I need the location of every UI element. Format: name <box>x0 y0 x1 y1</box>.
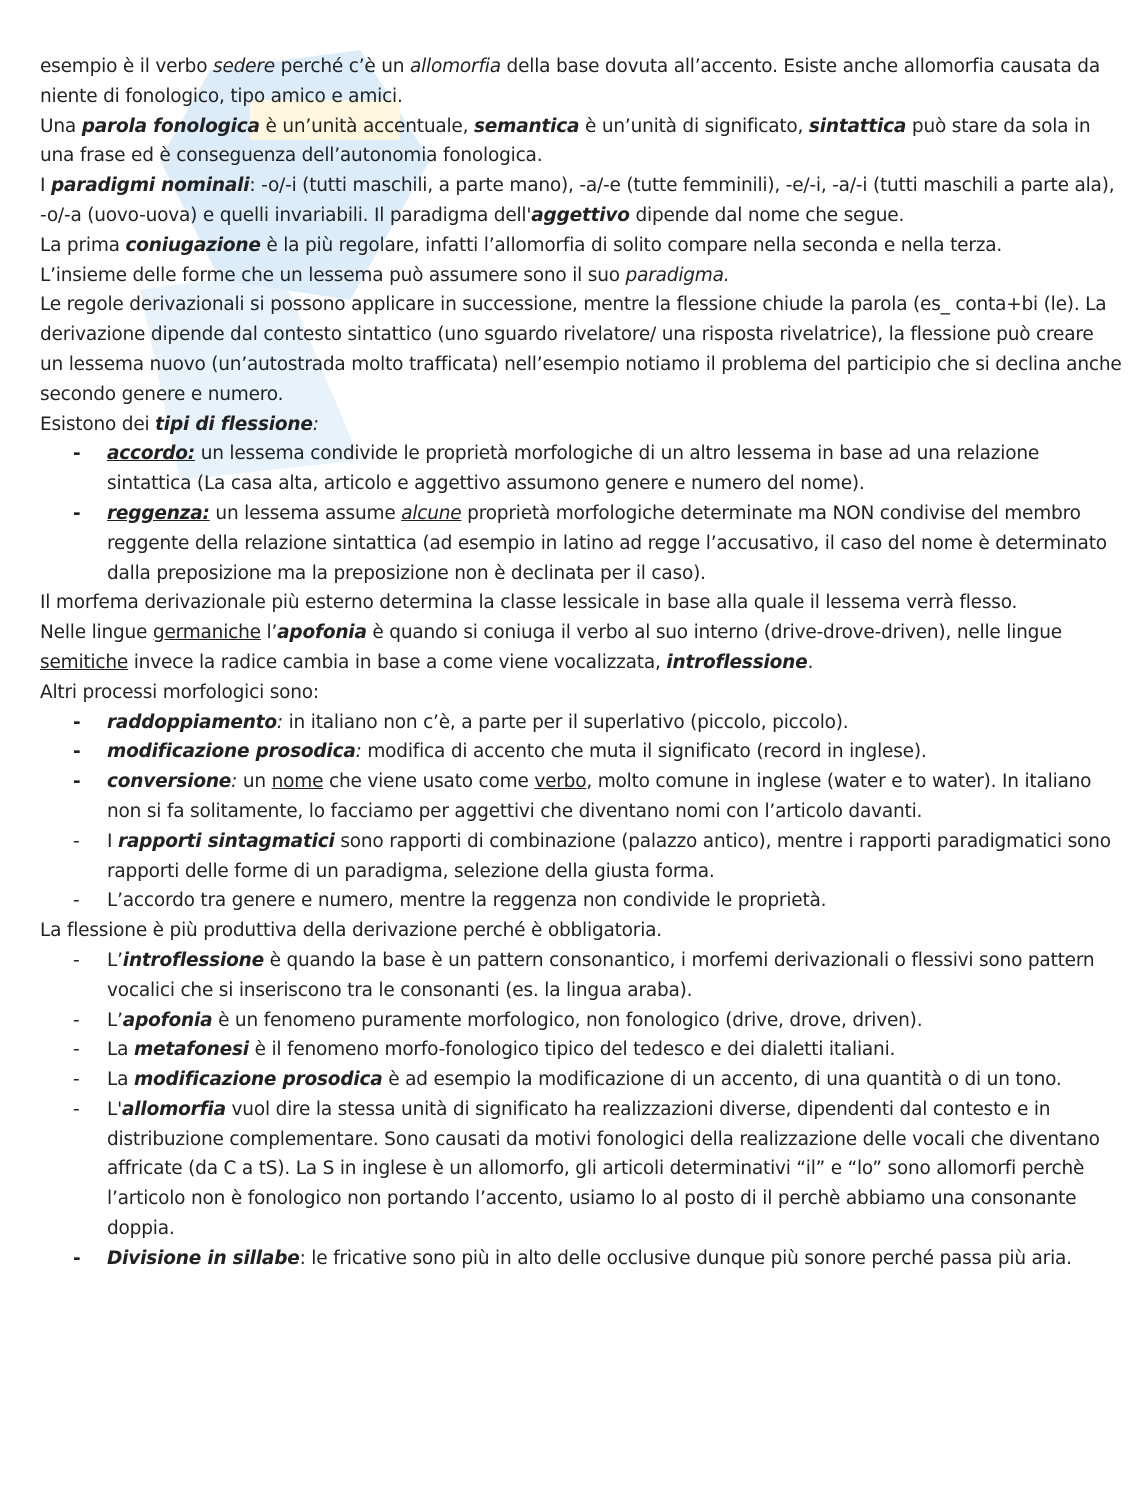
paragraph <box>40 171 1122 231</box>
bullet-dash: - <box>73 949 80 971</box>
paragraph <box>40 916 1122 946</box>
bullet-dash: - <box>73 741 81 763</box>
bullet-dash: - <box>73 443 81 465</box>
list-item <box>40 1244 1122 1274</box>
text-run: un <box>237 771 272 793</box>
text-run: sono rapporti di combinazione (palazzo antico), mentre i rapporti paradigmatici sono rapporti delle forme di un paradigma, selezione della giusta forma. <box>107 830 1111 882</box>
text-run: semitiche <box>40 651 129 673</box>
text-run: paradigma. <box>625 264 730 286</box>
text-run: Il morfema derivazionale più esterno determina la classe lessicale in base alla quale il lessema verrà flesso. <box>40 592 1018 614</box>
paragraph <box>40 588 1122 618</box>
text-run: : <box>312 413 319 435</box>
paragraph <box>40 231 1122 261</box>
text-run: modifica di accento che muta il significato (record in inglese). <box>361 741 927 763</box>
text-run: Nelle lingue <box>40 622 153 644</box>
text-run: allomorfia <box>409 56 501 77</box>
bullet-dash: - <box>73 1009 80 1031</box>
text-run: esempio è il verbo <box>40 56 214 77</box>
text-run: che viene usato come <box>323 771 535 793</box>
bullet-dash: - <box>73 1098 80 1120</box>
list-item <box>40 708 1122 738</box>
text-run: metafonesi <box>133 1039 249 1061</box>
document-body <box>40 52 1122 1274</box>
paragraph <box>40 112 1122 172</box>
text-run: è ad esempio la modificazione di un accento, di una quantità o di un tono. <box>382 1069 1062 1091</box>
bullet-dash: - <box>73 502 81 524</box>
text-run: raddoppiamento <box>107 711 277 733</box>
list-item <box>40 499 1122 588</box>
text-run: accordo: <box>107 443 196 465</box>
bullet-dash: - <box>73 830 80 852</box>
text-run: introflessione <box>666 651 808 673</box>
text-run: verbo <box>534 771 587 793</box>
text-run: I <box>40 175 51 197</box>
text-run: è un’unità accentuale, <box>259 115 474 137</box>
text-run: è la più regolare, infatti l’allomorfia di solito compare nella seconda e nella terza. <box>260 234 1003 256</box>
text-run: allomorfia <box>122 1098 226 1120</box>
text-run: rapporti sintagmatici <box>117 830 335 852</box>
list-item <box>40 946 1122 1006</box>
text-run: alcune <box>401 502 462 524</box>
text-run: L’ <box>107 949 123 971</box>
text-run: L’insieme delle forme che un lessema può assumere sono il suo <box>40 264 626 286</box>
paragraph <box>40 261 1122 291</box>
text-run: è quando la base è un pattern consonantico, i morfemi derivazionali o flessivi sono pattern vocalici che si inseriscono tra le consonanti (es. la lingua araba). <box>107 949 1095 1001</box>
text-run: La prima <box>40 234 126 256</box>
text-run: l’ <box>260 622 278 644</box>
text-run: nome <box>271 771 324 793</box>
text-run: : <box>355 741 362 763</box>
text-run: sedere <box>213 56 275 77</box>
text-run: è il fenomeno morfo-fonologico tipico del tedesco e dei dialetti italiani. <box>248 1039 896 1061</box>
text-run: : le fricative sono più in alto delle occlusive dunque più sonore perché passa più aria. <box>299 1247 1072 1269</box>
text-run: in italiano non c’è, a parte per il superlativo (piccolo, piccolo). <box>282 711 849 733</box>
paragraph <box>40 678 1122 708</box>
text-run: : <box>231 771 238 793</box>
text-run: modificazione prosodica <box>107 741 356 763</box>
bullet-dash: - <box>73 1069 80 1091</box>
text-run: . <box>807 651 814 673</box>
list-item <box>40 1095 1122 1244</box>
text-run: aggettivo <box>531 204 630 226</box>
text-run: della base dovuta all’accento. Esiste anche allomorfia causata da niente di fonologico, tipo amico e amici. <box>40 56 1100 107</box>
text-run: apofonia <box>277 622 367 644</box>
text-run: La <box>107 1069 134 1091</box>
paragraph <box>40 52 1122 112</box>
text-run: proprietà morfologiche determinate ma NON condivise del membro reggente della relazione sintattica (ad esempio in latino ad regge l’accusativo, il caso del nome è determinato dalla preposizione ma la preposizione non è declinata per il caso). <box>107 502 1107 584</box>
list-item <box>40 1006 1122 1036</box>
bullet-dash: - <box>73 1247 81 1269</box>
list-item <box>40 1035 1122 1065</box>
text-run: può stare da sola in una frase ed è conseguenza dell’autonomia fonologica. <box>40 115 1091 167</box>
text-run: dipende dal nome che segue. <box>629 204 905 226</box>
text-run: L’ <box>107 1009 123 1031</box>
text-run: Esistono dei <box>40 413 156 435</box>
text-run: coniugazione <box>125 234 261 256</box>
text-run: apofonia <box>122 1009 213 1031</box>
text-run: I <box>107 830 118 852</box>
text-run: La flessione è più produttiva della derivazione perché è obbligatoria. <box>40 920 662 942</box>
text-run: tipi di flessione <box>155 413 313 435</box>
bullet-dash: - <box>73 1039 80 1061</box>
list-item <box>40 439 1122 499</box>
text-run: L’accordo tra genere e numero, mentre la reggenza non condivide le proprietà. <box>107 890 827 912</box>
bullet-dash: - <box>73 771 81 793</box>
text-run: sintattica <box>808 115 907 137</box>
text-run: paradigmi nominali <box>50 175 250 197</box>
text-run: Divisione in sillabe <box>107 1247 300 1269</box>
text-run: è un fenomeno puramente morfologico, non fonologico (drive, drove, driven). <box>212 1009 923 1031</box>
text-run: un lessema condivide le proprietà morfologiche di un altro lessema in base ad una relazione sintattica (La casa alta, articolo e aggettivo assumono genere e numero del nome). <box>107 443 1040 495</box>
text-run: Le regole derivazionali si possono applicare in successione, mentre la flessione chiude la parola (es_ conta+bi (le). La derivazione dipende dal contesto sintattico (uno sguardo rivelatore/ una risposta rivelatrice), la flessione può creare un lessema nuovo (un’autostrada molto trafficata) nell’esempio notiamo il problema del participio che si declina anche secondo genere e numero. <box>40 294 1122 405</box>
list-item <box>40 767 1122 827</box>
text-run: vuol dire la stessa unità di significato ha realizzazioni diverse, dipendenti dal contesto e in distribuzione complementare. Sono causati da motivi fonologici della realizzazione delle vocali che diventano affricate (da C a tS). La S in inglese è un allomorfo, gli articoli determinativi “il” e “lo” sono allomorfi perchè l’articolo non è fonologico non portando l’accento, usiamo lo al posto di il perchè abbiamo una consonante doppia. <box>107 1098 1100 1240</box>
text-run: : <box>276 711 283 733</box>
text-run: invece la radice cambia in base a come viene vocalizzata, <box>128 651 667 673</box>
text-run: reggenza: <box>107 502 210 524</box>
text-run: : -o/-i (tutti maschili, a parte mano), -a/-e (tutte femminili), -e/-i, -a/-i (tutti maschili a parte ala), -o/-a (uovo-uova) e quelli invariabili. Il paradigma dell' <box>40 175 1115 226</box>
text-run: germaniche <box>152 622 261 644</box>
text-run: semantica <box>473 115 580 137</box>
text-run: L' <box>107 1098 122 1120</box>
paragraph <box>40 618 1122 678</box>
list-item <box>40 827 1122 887</box>
text-run: , molto comune in inglese (water e to water). In italiano non si fa solitamente, lo facciamo per aggettivi che diventano nomi con l’articolo davanti. <box>107 771 1092 822</box>
text-run: introflessione <box>122 949 264 971</box>
list-item <box>40 737 1122 767</box>
text-run: Una <box>40 115 82 137</box>
text-run: parola fonologica <box>81 115 260 137</box>
text-run: è un’unità di significato, <box>579 115 809 137</box>
list-item <box>40 1065 1122 1095</box>
text-run: perché c’è un <box>274 56 410 77</box>
text-run: un lessema assume <box>209 502 402 524</box>
paragraph <box>40 410 1122 440</box>
bullet-dash: - <box>73 711 81 733</box>
list-item <box>40 886 1122 916</box>
text-run: conversione <box>107 771 232 793</box>
text-run: La <box>107 1039 134 1061</box>
text-run: è quando si coniuga il verbo al suo interno (drive-drove-driven), nelle lingue <box>366 622 1062 644</box>
bullet-dash: - <box>73 890 80 912</box>
text-run: modificazione prosodica <box>133 1069 383 1091</box>
paragraph <box>40 290 1122 409</box>
text-run: Altri processi morfologici sono: <box>40 681 319 703</box>
